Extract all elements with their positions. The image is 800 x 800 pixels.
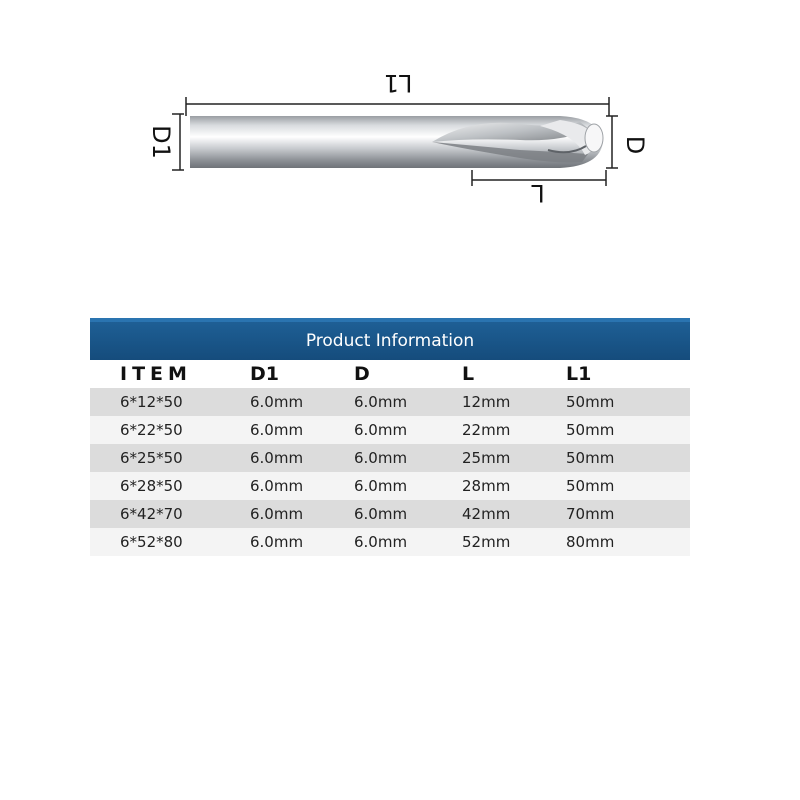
cell-l: 52mm (462, 533, 511, 551)
cell-item: 6*25*50 (120, 449, 183, 467)
cell-d1: 6.0mm (250, 505, 304, 523)
column-header-l: L (462, 363, 475, 385)
end-mill-diagram (0, 0, 800, 260)
cell-l1: 50mm (566, 393, 615, 411)
d-dimension (606, 116, 649, 168)
table-row (90, 528, 690, 556)
l1-dimension (186, 69, 609, 116)
cell-l1: 70mm (566, 505, 615, 523)
d-label: D (621, 135, 649, 155)
cell-d: 6.0mm (354, 421, 408, 439)
cell-d1: 6.0mm (250, 477, 304, 495)
cell-item: 6*42*70 (120, 505, 183, 523)
table-row (90, 416, 690, 444)
cell-d1: 6.0mm (250, 533, 304, 551)
cell-d: 6.0mm (354, 533, 408, 551)
cell-l1: 50mm (566, 477, 615, 495)
column-header-l1: L1 (566, 363, 592, 385)
table-title: Product Information (90, 318, 690, 360)
column-header-item: ITEM (120, 363, 192, 385)
cell-l1: 80mm (566, 533, 615, 551)
cell-l: 12mm (462, 393, 511, 411)
l1-label: L1 (383, 69, 413, 97)
l-label: L (531, 179, 545, 207)
product-information-table (90, 318, 690, 556)
cell-item: 6*12*50 (120, 393, 183, 411)
cell-d1: 6.0mm (250, 421, 304, 439)
cell-l: 42mm (462, 505, 511, 523)
cell-d1: 6.0mm (250, 393, 304, 411)
d1-dimension (147, 114, 184, 170)
cell-d: 6.0mm (354, 393, 408, 411)
cell-d: 6.0mm (354, 449, 408, 467)
table-row (90, 444, 690, 472)
cell-item: 6*22*50 (120, 421, 183, 439)
table-header-row (90, 360, 690, 388)
cell-l1: 50mm (566, 449, 615, 467)
cell-d1: 6.0mm (250, 449, 304, 467)
column-header-d: D (354, 363, 370, 385)
cell-item: 6*52*80 (120, 533, 183, 551)
table-row (90, 388, 690, 416)
table-row (90, 472, 690, 500)
d1-label: D1 (147, 125, 175, 159)
cell-l: 25mm (462, 449, 511, 467)
cell-l1: 50mm (566, 421, 615, 439)
cell-d: 6.0mm (354, 505, 408, 523)
table-row (90, 500, 690, 528)
cell-item: 6*28*50 (120, 477, 183, 495)
cell-l: 28mm (462, 477, 511, 495)
l-dimension (472, 170, 606, 207)
cell-l: 22mm (462, 421, 511, 439)
column-header-d1: D1 (250, 363, 279, 385)
cell-d: 6.0mm (354, 477, 408, 495)
